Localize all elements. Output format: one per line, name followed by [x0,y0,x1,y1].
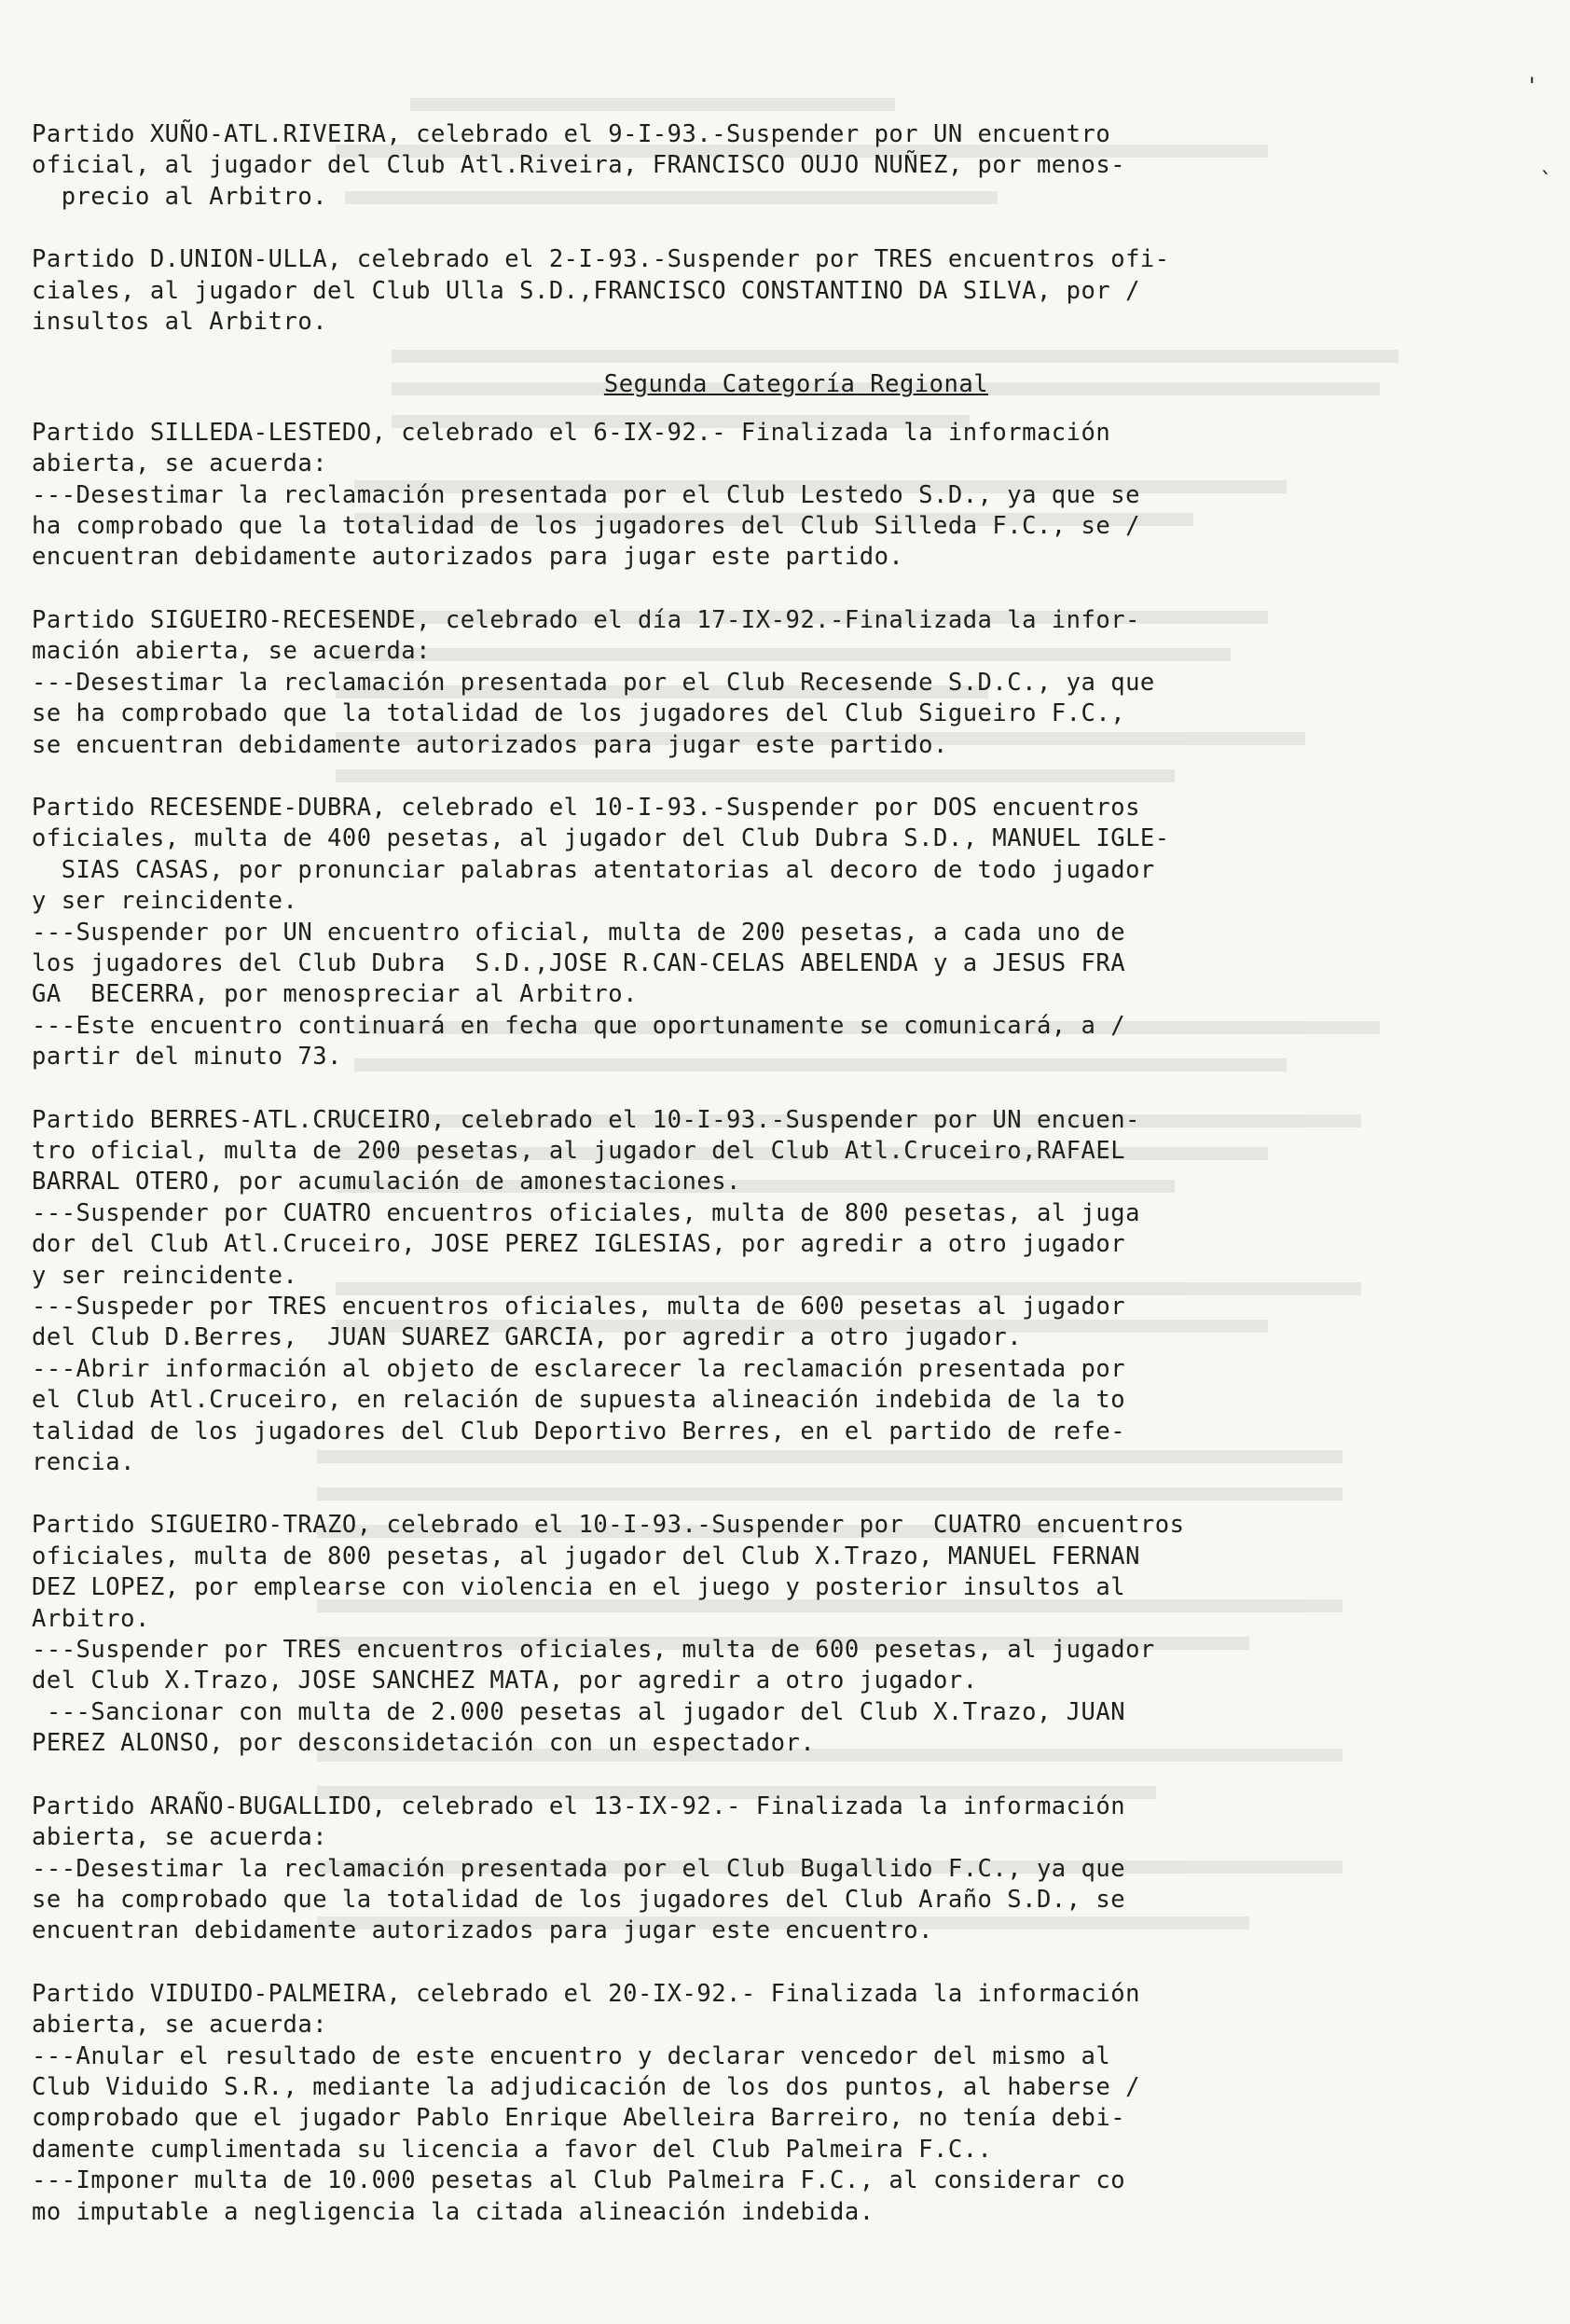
text-line: Partido BERRES-ATL.CRUCEIRO, celebrado el 10-I-93.-Suspender por UN encuen- [32,1105,1140,1134]
text-line: Partido XUÑO-ATL.RIVEIRA, celebrado el 9-I-93.-Suspender por UN encuentro [32,120,1111,148]
text-line: Partido RECESENDE-DUBRA, celebrado el 10-I-93.-Suspender por DOS encuentros [32,793,1140,822]
text-line: ---Sancionar con multa de 2.000 pesetas al jugador del Club X.Trazo, JUAN [32,1697,1126,1726]
text-line: insultos al Arbitro. [32,308,328,337]
text-line: se ha comprobado que la totalidad de los jugadores del Club Sigueiro F.C., [32,699,1126,728]
edge-mark-top: ' [1525,73,1539,99]
text-line: rencia. [32,1448,135,1477]
text-line: mo imputable a negligencia la citada alineación indebida. [32,2197,875,2226]
text-line: del Club X.Trazo, JOSE SANCHEZ MATA, por agredir a otro jugador. [32,1667,978,1695]
text-line: ---Suspender por CUATRO encuentros oficiales, multa de 800 pesetas, al juga [32,1198,1140,1227]
text-line: ha comprobado que la totalidad de los jugadores del Club Silleda F.C., se / [32,512,1140,541]
ruling-d-union-ulla [32,244,1523,338]
text-line: tro oficial, multa de 200 pesetas, al jugador del Club Atl.Cruceiro,RAFAEL [32,1136,1126,1165]
document-body [32,119,1523,2260]
text-line: ---Desestimar la reclamación presentada por el Club Recesende S.D.C., ya que [32,668,1155,697]
ruling-arano-bugallido [32,1791,1523,1947]
ruling-berres-atl-cruceiro [32,1105,1523,1479]
text-line: abierta, se acuerda: [32,2011,328,2040]
text-line: Partido D.UNION-ULLA, celebrado el 2-I-93.-Suspender por TRES encuentros ofi- [32,245,1170,274]
text-line: encuentran debidamente autorizados para jugar este encuentro. [32,1916,933,1945]
text-line: talidad de los jugadores del Club Deportivo Berres, en el partido de refe- [32,1417,1126,1446]
text-line: Partido VIDUIDO-PALMEIRA, celebrado el 20-IX-92.- Finalizada la información [32,1979,1140,2008]
text-line: oficiales, multa de 400 pesetas, al jugador del Club Dubra S.D., MANUEL IGLE- [32,824,1170,853]
ruling-recesende-dubra [32,793,1523,1073]
edge-mark-right: ˎ [1538,147,1552,173]
text-line: abierta, se acuerda: [32,1823,328,1852]
text-line: el Club Atl.Cruceiro, en relación de supuesta alineación indebida de la to [32,1386,1126,1415]
text-line: Partido SILLEDA-LESTEDO, celebrado el 6-IX-92.- Finalizada la información [32,418,1111,447]
text-line: ---Este encuentro continuará en fecha que oportunamente se comunicará, a / [32,1011,1126,1040]
text-line: ---Suspeder por TRES encuentros oficiales, multa de 600 pesetas al jugador [32,1293,1126,1321]
text-line: SIAS CASAS, por pronunciar palabras atentatorias al decoro de todo jugador [32,855,1155,884]
section-heading: Segunda Categoría Regional [603,370,989,399]
text-line: partir del minuto 73. [32,1043,342,1072]
text-line: ---Desestimar la reclamación presentada por el Club Lestedo S.D., ya que se [32,480,1140,509]
ruling-sigueiro-trazo [32,1510,1523,1759]
text-line: ---Imponer multa de 10.000 pesetas al Club Palmeira F.C., al considerar co [32,2166,1126,2195]
text-line: oficiales, multa de 800 pesetas, al jugador del Club X.Trazo, MANUEL FERNAN [32,1542,1140,1570]
text-line: DEZ LOPEZ, por emplearse con violencia en el juego y posterior insultos al [32,1573,1126,1602]
text-line: encuentran debidamente autorizados para jugar este partido. [32,543,904,572]
text-line: Partido SIGUEIRO-RECESENDE, celebrado el día 17-IX-92.-Finalizada la infor- [32,605,1140,634]
text-line: ---Abrir información al objeto de esclarecer la reclamación presentada por [32,1354,1126,1383]
text-line: y ser reincidente. [32,1261,298,1290]
text-line: Partido ARAÑO-BUGALLIDO, celebrado el 13-IX-92.- Finalizada la información [32,1791,1126,1820]
text-line: Arbitro. [32,1604,150,1633]
text-line: ciales, al jugador del Club Ulla S.D.,FRANCISCO CONSTANTINO DA SILVA, por / [32,276,1140,305]
ruling-xuno-atl-riveira [32,119,1523,213]
text-line: ---Anular el resultado de este encuentro y declarar vencedor del mismo al [32,2041,1111,2070]
text-line: se ha comprobado que la totalidad de los jugadores del Club Araño S.D., se [32,1885,1126,1914]
text-line: comprobado que el jugador Pablo Enrique Abelleira Barreiro, no tenía debi- [32,2104,1126,2133]
text-line: ---Desestimar la reclamación presentada por el Club Bugallido F.C., ya que [32,1854,1126,1883]
text-line: abierta, se acuerda: [32,450,328,478]
text-line: PEREZ ALONSO, por desconsidetación con un espectador. [32,1729,816,1758]
text-line: damente cumplimentada su licencia a favor del Club Palmeira F.C.. [32,2135,993,2164]
ruling-viduido-palmeira [32,1979,1523,2228]
text-line: mación abierta, se acuerda: [32,637,432,666]
text-line: y ser reincidente. [32,887,298,916]
text-line: se encuentran debidamente autorizados para jugar este partido. [32,730,948,759]
text-line: oficial, al jugador del Club Atl.Riveira, FRANCISCO OUJO NUÑEZ, por menos- [32,151,1126,180]
text-line: los jugadores del Club Dubra S.D.,JOSE R.CAN-CELAS ABELENDA y a JESUS FRA [32,948,1126,977]
text-line: ---Suspender por UN encuentro oficial, multa de 200 pesetas, a cada uno de [32,918,1126,947]
text-line: GA BECERRA, por menospreciar al Arbitro. [32,980,638,1009]
text-line: del Club D.Berres, JUAN SUAREZ GARCIA, por agredir a otro jugador. [32,1323,1023,1352]
text-line: precio al Arbitro. [32,182,328,211]
text-line: dor del Club Atl.Cruceiro, JOSE PEREZ IGLESIAS, por agredir a otro jugador [32,1230,1126,1259]
ruling-sigueiro-recesende [32,605,1523,761]
text-line: Club Viduido S.R., mediante la adjudicación de los dos puntos, al haberse / [32,2072,1140,2101]
text-line: Partido SIGUEIRO-TRAZO, celebrado el 10-I-93.-Suspender por CUATRO encuentros [32,1511,1185,1540]
text-line: ---Suspender por TRES encuentros oficiales, multa de 600 pesetas, al jugador [32,1636,1155,1665]
ruling-silleda-lestedo [32,418,1523,574]
text-line: BARRAL OTERO, por acumulación de amonestaciones. [32,1168,741,1197]
